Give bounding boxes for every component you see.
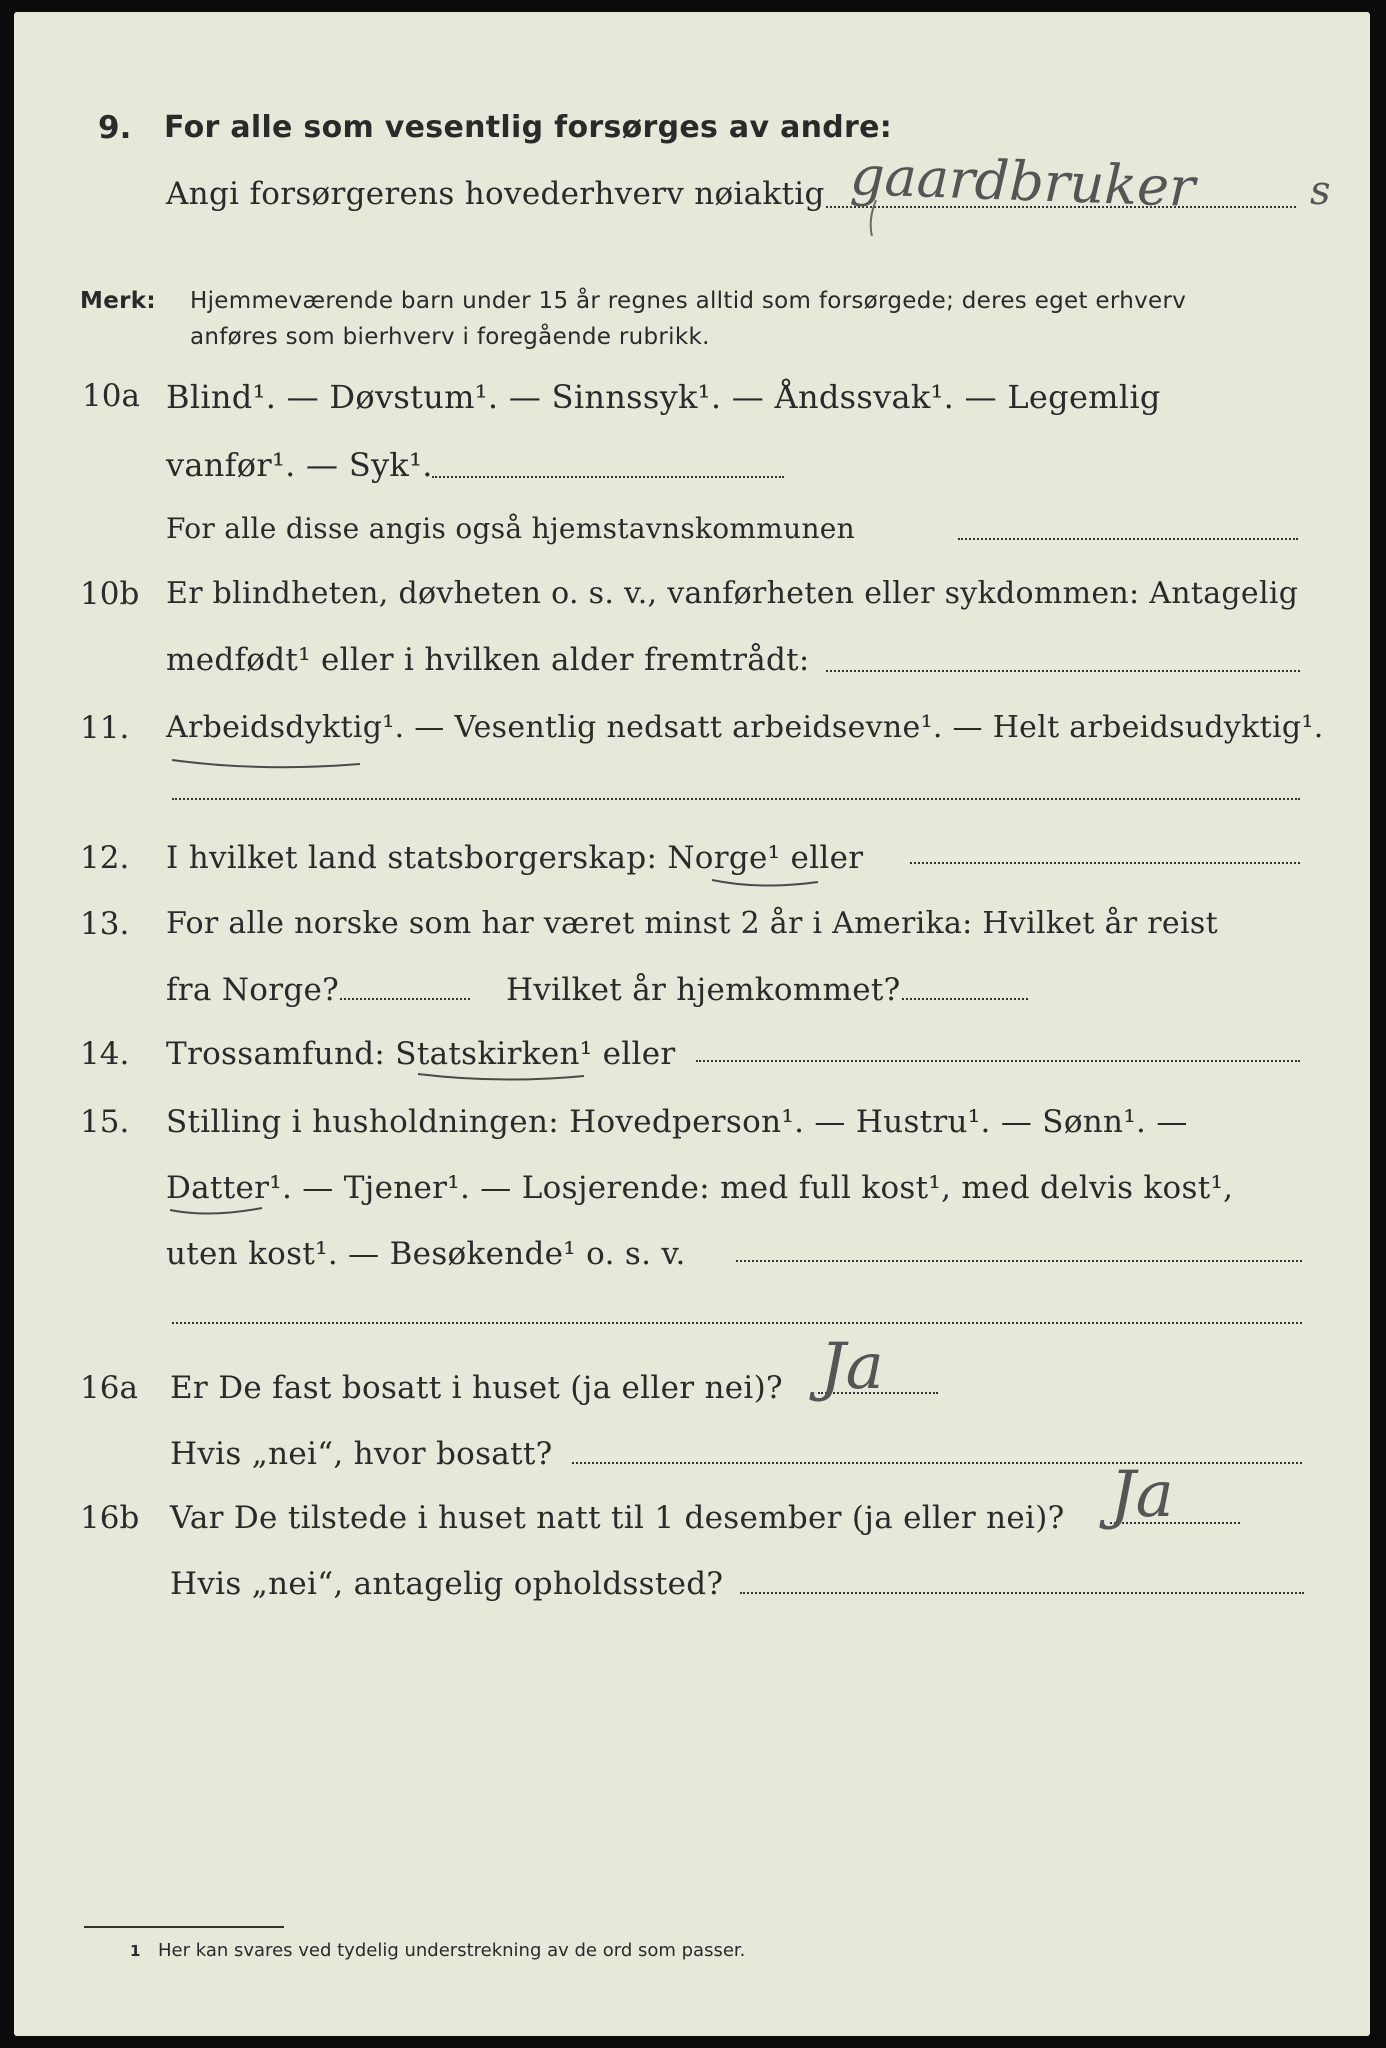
merk-line-1: Hjemmeværende barn under 15 år regnes alltid som forsørgede; deres eget erhverv <box>190 288 1187 314</box>
q9-handwritten-suffix: s <box>1310 168 1331 214</box>
q10b-line-2: medfødt¹ eller i hvilken alder fremtrådt: <box>166 642 810 678</box>
q16a-line-1: Er De fast bosatt i huset (ja eller nei)? <box>170 1370 783 1406</box>
q16b-line-2: Hvis „nei“, antagelig opholdssted? <box>170 1566 724 1602</box>
footnote-text: Her kan svares ved tydelig understrekning av de ord som passer. <box>158 1940 746 1961</box>
merk-label: Merk: <box>80 288 156 314</box>
q13-line-1: For alle norske som har været minst 2 år i Amerika: Hvilket år reist <box>166 906 1218 941</box>
underline-statskirken <box>418 1074 584 1080</box>
q16b-line-1: Var De tilstede i huset natt til 1 desember (ja eller nei)? <box>170 1500 1065 1536</box>
q10a-line-1: Blind¹. — Døvstum¹. — Sinnssyk¹. — Åndssvak¹. — Legemlig <box>166 378 1161 416</box>
q10b-number: 10b <box>80 576 140 612</box>
q9-prompt: Angi forsørgerens hovederhverv nøiaktig <box>166 176 825 212</box>
q12-line-1: I hvilket land statsborgerskap: Norge¹ eller <box>166 840 864 876</box>
q14-line-1: Trossamfund: Statskirken¹ eller <box>166 1036 676 1072</box>
q15-number: 15. <box>80 1104 130 1140</box>
pen-stroke-q9 <box>871 200 876 236</box>
q9-number: 9. <box>98 110 132 146</box>
q16b-handwritten-answer: Ja <box>1110 1458 1174 1532</box>
q10a-line-2: vanfør¹. — Syk¹. <box>166 446 433 484</box>
q10a-line-3: For alle disse angis også hjemstavnskommunen <box>166 512 855 545</box>
q9-title: For alle som vesentlig forsørges av andre: <box>164 110 893 145</box>
underline-norge <box>712 880 818 886</box>
q14-number: 14. <box>80 1036 130 1072</box>
q16b-number: 16b <box>80 1500 140 1536</box>
footnote-mark: 1 <box>130 1942 141 1960</box>
underline-arbeidsdyktig <box>172 760 360 767</box>
q11-number: 11. <box>80 710 130 746</box>
q13-number: 13. <box>80 906 130 942</box>
q16a-handwritten-answer: Ja <box>820 1330 884 1404</box>
q13-line-2a: fra Norge? <box>166 972 340 1008</box>
q13-line-2b: Hvilket år hjemkommet? <box>506 972 901 1008</box>
merk-line-2: anføres som bierhverv i foregående rubrikk. <box>190 324 710 350</box>
q15-line-2: Datter¹. — Tjener¹. — Losjerende: med full kost¹, med delvis kost¹, <box>166 1170 1234 1206</box>
q12-number: 12. <box>80 840 130 876</box>
underline-datter <box>170 1208 262 1214</box>
q15-line-3: uten kost¹. — Besøkende¹ o. s. v. <box>166 1236 686 1272</box>
q10a-number: 10a <box>82 378 140 414</box>
q15-line-1: Stilling i husholdningen: Hovedperson¹. — Hustru¹. — Sønn¹. — <box>166 1104 1188 1140</box>
q11-line-1: Arbeidsdyktig¹. — Vesentlig nedsatt arbeidsevne¹. — Helt arbeidsudyktig¹. <box>166 710 1324 745</box>
q9-handwritten-answer: gaardbruker <box>849 143 1196 220</box>
q16a-number: 16a <box>80 1370 138 1406</box>
q16a-line-2: Hvis „nei“, hvor bosatt? <box>170 1436 553 1472</box>
q10b-line-1: Er blindheten, døvheten o. s. v., vanførheten eller sykdommen: Antagelig <box>166 576 1299 611</box>
